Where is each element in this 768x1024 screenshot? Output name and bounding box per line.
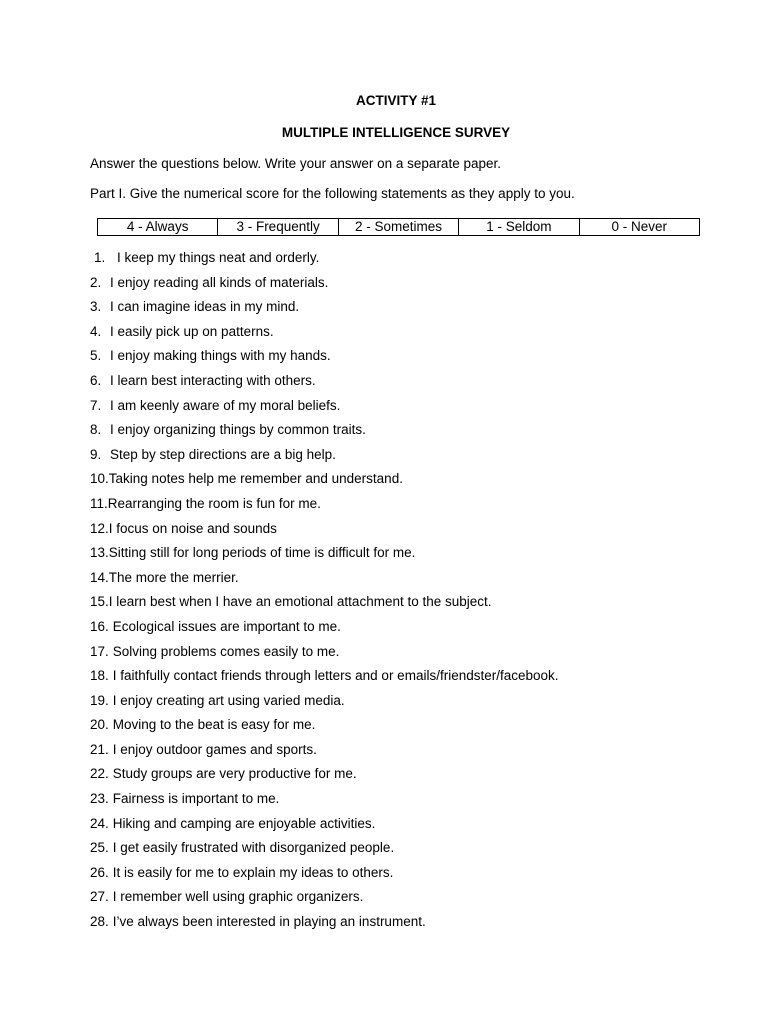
survey-statement	[90, 644, 559, 669]
survey-statement-list	[90, 250, 559, 939]
statement-number: 12.	[90, 520, 109, 536]
statement-text: I enjoy organizing things by common traits.	[110, 422, 366, 438]
statement-text: Moving to the beat is easy for me.	[112, 717, 316, 733]
statement-number: 4.	[90, 323, 102, 339]
scale-cell-always: 4 - Always	[98, 219, 218, 236]
statement-text: Taking notes help me remember and understand.	[108, 471, 403, 487]
statement-number: 21.	[90, 741, 109, 757]
part-one-instruction: Part I. Give the numerical score for the following statements as they apply to you.	[90, 186, 575, 201]
rating-scale-table	[97, 218, 700, 236]
statement-text: Solving problems comes easily to me.	[112, 643, 340, 659]
statement-text: I keep my things neat and orderly.	[117, 250, 320, 265]
statement-text: I can imagine ideas in my mind.	[110, 299, 300, 315]
statement-text: Step by step directions are a big help.	[110, 446, 336, 462]
statement-text: I easily pick up on patterns.	[110, 323, 274, 339]
statement-text: Study groups are very productive for me.	[112, 766, 357, 782]
survey-statement	[90, 496, 559, 521]
statement-number: 15.	[90, 594, 109, 610]
statement-number: 16.	[90, 618, 109, 634]
statement-number: 20.	[90, 717, 109, 733]
activity-title: ACTIVITY #1	[355, 93, 437, 108]
statement-text: Hiking and camping are enjoyable activities.	[112, 815, 376, 831]
survey-statement	[90, 742, 559, 767]
statement-text: I faithfully contact friends through letters and or emails/friendster/facebook.	[112, 668, 559, 684]
statement-text: The more the merrier.	[108, 569, 239, 585]
statement-number: 23.	[90, 791, 109, 807]
survey-statement	[90, 668, 559, 693]
survey-statement	[90, 889, 559, 914]
statement-number: 24.	[90, 815, 109, 831]
statement-number: 11.	[90, 495, 108, 511]
survey-statement	[90, 299, 559, 324]
survey-statement	[90, 766, 559, 791]
statement-text: I enjoy outdoor games and sports.	[112, 741, 317, 757]
statement-text: I learn best interacting with others.	[110, 372, 316, 388]
survey-statement	[90, 324, 559, 349]
statement-text: I get easily frustrated with disorganized people.	[112, 840, 395, 856]
scale-cell-never: 0 - Never	[579, 219, 699, 236]
statement-text: I focus on noise and sounds	[108, 520, 277, 536]
statement-text: I’ve always been interested in playing an instrument.	[112, 914, 426, 930]
scale-cell-sometimes: 2 - Sometimes	[338, 219, 458, 236]
statement-number: 7.	[90, 397, 102, 413]
survey-statement	[90, 791, 559, 816]
statement-number: 5.	[90, 348, 102, 364]
statement-number: 17.	[90, 643, 109, 659]
statement-number: 9.	[90, 446, 102, 462]
survey-statement	[90, 594, 559, 619]
survey-statement	[90, 570, 559, 595]
statement-number: 22.	[90, 766, 109, 782]
statement-number: 2.	[90, 274, 102, 290]
statement-number: 27.	[90, 889, 109, 905]
instruction-text: Answer the questions below. Write your answer on a separate paper.	[90, 156, 501, 171]
statement-number: 26.	[90, 864, 109, 880]
survey-statement	[90, 717, 559, 742]
survey-statement	[90, 545, 559, 570]
scale-cell-frequently: 3 - Frequently	[218, 219, 338, 236]
statement-text: It is easily for me to explain my ideas to others.	[112, 864, 394, 880]
survey-statement	[90, 373, 559, 398]
statement-number: 6.	[90, 372, 102, 388]
statement-text: Sitting still for long periods of time is difficult for me.	[108, 545, 416, 561]
statement-text: I enjoy creating art using varied media.	[112, 692, 345, 708]
survey-statement	[90, 693, 559, 718]
survey-statement	[90, 275, 559, 300]
statement-text: I enjoy reading all kinds of materials.	[110, 274, 329, 290]
survey-statement	[90, 250, 559, 275]
survey-statement	[90, 398, 559, 423]
survey-statement	[90, 816, 559, 841]
statement-number: 14.	[90, 569, 109, 585]
statement-number: 28.	[90, 914, 109, 930]
statement-number: 10.	[90, 471, 109, 487]
statement-text: I remember well using graphic organizers.	[112, 889, 364, 905]
statement-text: I am keenly aware of my moral beliefs.	[110, 397, 341, 413]
survey-statement	[90, 521, 559, 546]
survey-statement	[90, 619, 559, 644]
statement-text: I enjoy making things with my hands.	[110, 348, 331, 364]
statement-number: 25.	[90, 840, 109, 856]
survey-statement	[90, 471, 559, 496]
statement-text: Rearranging the room is fun for me.	[107, 495, 321, 511]
statement-number: 1.	[94, 250, 106, 265]
survey-title: MULTIPLE INTELLIGENCE SURVEY	[281, 125, 511, 140]
statement-number: 13.	[90, 545, 109, 561]
survey-statement	[90, 447, 559, 472]
statement-text: I learn best when I have an emotional attachment to the subject.	[108, 594, 492, 610]
survey-statement	[90, 348, 559, 373]
survey-statement	[90, 914, 559, 939]
rating-scale-row	[98, 219, 700, 236]
statement-text: Fairness is important to me.	[112, 791, 280, 807]
statement-number: 19.	[90, 692, 109, 708]
statement-text: Ecological issues are important to me.	[112, 618, 341, 634]
statement-number: 18.	[90, 668, 109, 684]
statement-number: 8.	[90, 422, 102, 438]
scale-cell-seldom: 1 - Seldom	[459, 219, 579, 236]
survey-statement	[90, 422, 559, 447]
survey-statement	[90, 840, 559, 865]
survey-statement	[90, 865, 559, 890]
statement-number: 3.	[90, 299, 102, 315]
